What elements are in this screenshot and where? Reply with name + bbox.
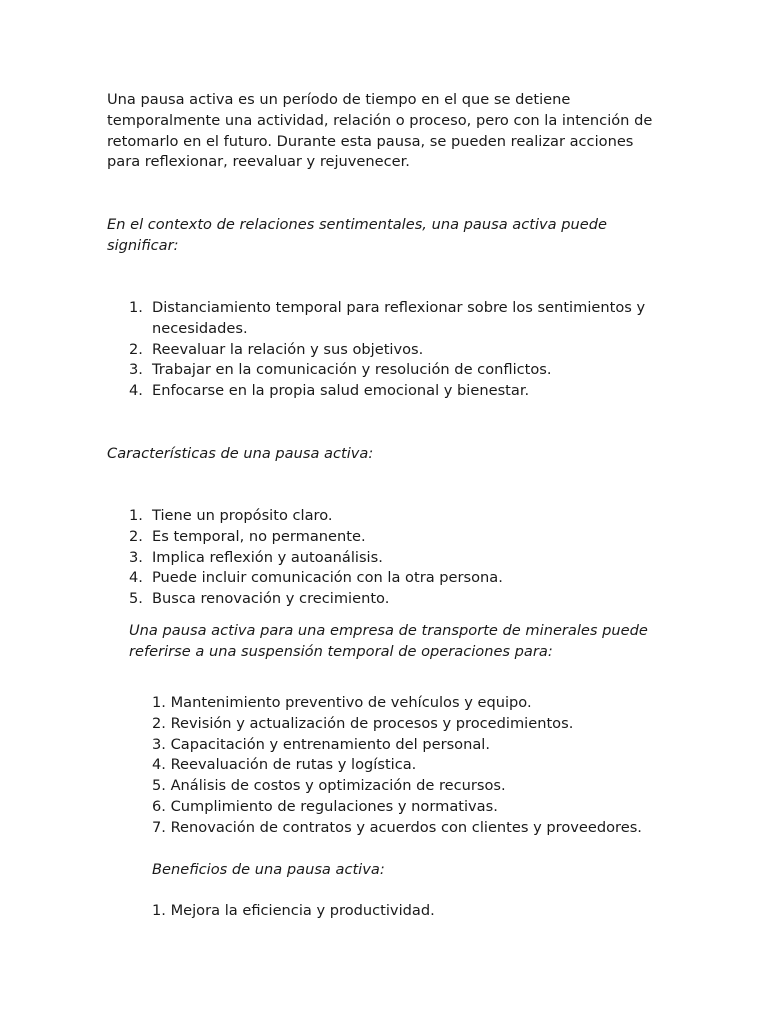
item-text: Busca renovación y crecimiento.: [152, 590, 390, 608]
characteristics-list: [107, 506, 672, 610]
mining-company-list: [152, 693, 712, 839]
item-text: Tiene un propósito claro.: [152, 507, 333, 524]
benefits-heading: Beneficios de una pausa activa:: [152, 861, 385, 878]
benefits-list: [152, 901, 712, 922]
list-item: 6. Cumplimiento de regulaciones y normativas.: [152, 797, 498, 815]
relationships-heading: En el contexto de relaciones sentimentales, una pausa activa puede significar:: [107, 216, 607, 254]
list-item: [107, 506, 672, 527]
list-item: [107, 589, 672, 610]
list-item: [107, 548, 672, 569]
list-item: [107, 568, 672, 589]
list-item: 1. Mantenimiento preventivo de vehículos y equipo.: [152, 694, 532, 711]
list-item: 7. Renovación de contratos y acuerdos con clientes y proveedores.: [152, 818, 642, 836]
list-item: [107, 340, 672, 361]
item-text: Reevaluar la relación y sus objetivos.: [152, 340, 424, 358]
item-text: Es temporal, no permanente.: [152, 527, 366, 545]
item-number: 3.: [129, 361, 143, 379]
intro-paragraph: Una pausa activa es un período de tiempo en el que se detiene temporalmente una actividad, relación o proceso, pero con la intención de retomarlo en el futuro. Durante esta pausa, se pueden realizar acciones para reflexionar, reevaluar y rejuvenecer.: [107, 91, 653, 171]
list-item: [107, 381, 672, 402]
item-number: 1.: [129, 299, 143, 316]
item-number: 1.: [129, 507, 143, 524]
item-number: 4.: [129, 382, 143, 400]
characteristics-heading: Características de una pausa activa:: [107, 445, 374, 462]
list-item: 5. Análisis de costos y optimización de recursos.: [152, 777, 506, 795]
item-text: Puede incluir comunicación con la otra persona.: [152, 569, 503, 587]
relationships-list: [107, 298, 672, 402]
item-text: Distanciamiento temporal para reflexionar sobre los sentimientos y necesidades.: [152, 299, 646, 337]
list-item: 2. Revisión y actualización de procesos y procedimientos.: [152, 714, 574, 732]
list-item: [107, 360, 672, 381]
item-text: Implica reflexión y autoanálisis.: [152, 548, 383, 566]
mining-company-heading: Una pausa activa para una empresa de transporte de minerales puede referirse a una suspensión temporal de operaciones para:: [129, 622, 648, 660]
item-number: 4.: [129, 569, 143, 587]
list-item: 4. Reevaluación de rutas y logística.: [152, 756, 417, 774]
list-item: [107, 527, 672, 548]
list-item: 3. Capacitación y entrenamiento del personal.: [152, 735, 491, 753]
item-text: Enfocarse en la propia salud emocional y bienestar.: [152, 382, 530, 400]
list-item: [107, 298, 672, 340]
item-number: 2.: [129, 527, 143, 545]
item-number: 5.: [129, 590, 143, 608]
item-number: 3.: [129, 548, 143, 566]
list-item: 1. Mejora la eficiencia y productividad.: [152, 902, 435, 919]
item-number: 2.: [129, 340, 143, 358]
item-text: Trabajar en la comunicación y resolución de conflictos.: [152, 361, 552, 379]
